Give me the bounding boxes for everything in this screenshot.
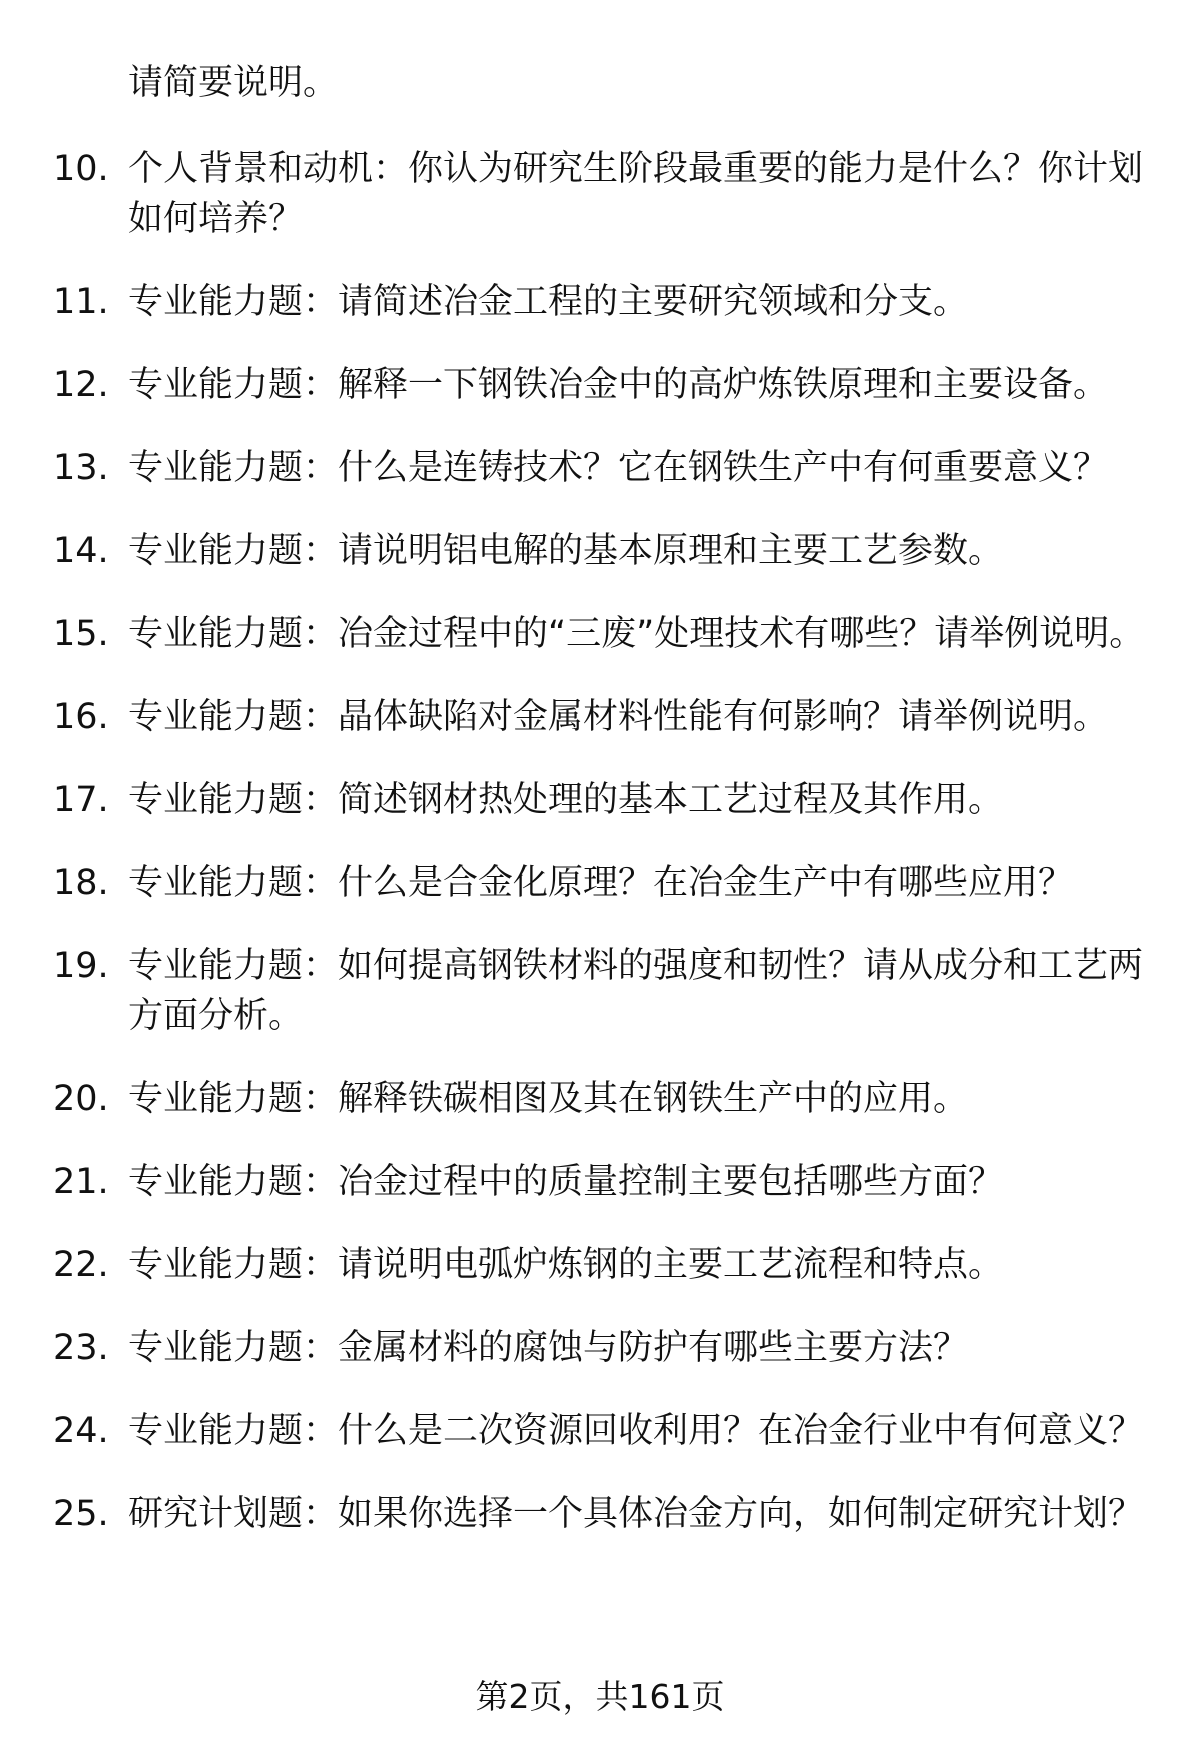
item-text: 专业能力题：请说明电弧炉炼钢的主要工艺流程和特点。 (128, 1245, 1004, 1285)
item-number: 24. (53, 1411, 109, 1451)
list-item (0, 1323, 1200, 1373)
list-item (0, 858, 1200, 908)
list-item (0, 360, 1200, 410)
item-text: 专业能力题：冶金过程中的“三废”处理技术有哪些？请举例说明。 (128, 614, 1145, 654)
item-number: 17. (53, 780, 109, 820)
list-item (0, 775, 1200, 825)
list-item (0, 144, 1200, 244)
item-number: 21. (53, 1162, 109, 1202)
item-number: 25. (53, 1494, 109, 1534)
item-text: 专业能力题：解释一下钢铁冶金中的高炉炼铁原理和主要设备。 (128, 365, 1109, 405)
item-text: 专业能力题：请简述冶金工程的主要研究领域和分支。 (128, 282, 969, 322)
list-item (0, 1406, 1200, 1456)
item-number: 16. (53, 697, 109, 737)
item-text: 研究计划题：如果你选择一个具体冶金方向，如何制定研究计划？ (128, 1494, 1144, 1534)
item-text: 专业能力题：简述钢材热处理的基本工艺过程及其作用。 (128, 780, 1004, 820)
item-text: 专业能力题：解释铁碳相图及其在钢铁生产中的应用。 (128, 1079, 969, 1119)
item-text: 个人背景和动机：你认为研究生阶段最重要的能力是什么？你计划如何培养？ (128, 149, 1144, 239)
list-item (0, 277, 1200, 327)
item-text: 专业能力题：什么是二次资源回收利用？在冶金行业中有何意义？ (128, 1411, 1144, 1451)
item-number: 12. (53, 365, 109, 405)
item-number: 14. (53, 531, 109, 571)
item-text: 专业能力题：金属材料的腐蚀与防护有哪些主要方法？ (128, 1328, 969, 1368)
item-number: 20. (53, 1079, 109, 1119)
item-number: 11. (53, 282, 109, 322)
page-footer: 第2页，共161页 (475, 1677, 725, 1716)
item-text: 专业能力题：晶体缺陷对金属材料性能有何影响？请举例说明。 (128, 697, 1109, 737)
list-item (0, 1074, 1200, 1124)
list-item (0, 1157, 1200, 1207)
item-number: 13. (53, 448, 109, 488)
item-number: 15. (53, 614, 109, 654)
item-number: 23. (53, 1328, 109, 1368)
item-text: 专业能力题：如何提高钢铁材料的强度和韧性？请从成分和工艺两方面分析。 (128, 946, 1144, 1036)
item-number: 19. (53, 946, 109, 986)
item-text: 专业能力题：什么是合金化原理？在冶金生产中有哪些应用？ (128, 863, 1074, 903)
list-item (0, 443, 1200, 493)
item-number: 22. (53, 1245, 109, 1285)
list-item (0, 941, 1200, 1041)
list-item (0, 526, 1200, 576)
item-number: 18. (53, 863, 109, 903)
item-text: 专业能力题：请说明铝电解的基本原理和主要工艺参数。 (128, 531, 1004, 571)
item-number: 10. (53, 149, 109, 189)
list-item (0, 1240, 1200, 1290)
item-text: 专业能力题：什么是连铸技术？它在钢铁生产中有何重要意义？ (128, 448, 1109, 488)
continuation-text: 请简要说明。 (128, 63, 339, 103)
list-item (0, 1489, 1200, 1539)
list-item (0, 609, 1200, 659)
list-item (0, 692, 1200, 742)
item-text: 专业能力题：冶金过程中的质量控制主要包括哪些方面？ (128, 1162, 1004, 1202)
question-list (0, 58, 1200, 1572)
